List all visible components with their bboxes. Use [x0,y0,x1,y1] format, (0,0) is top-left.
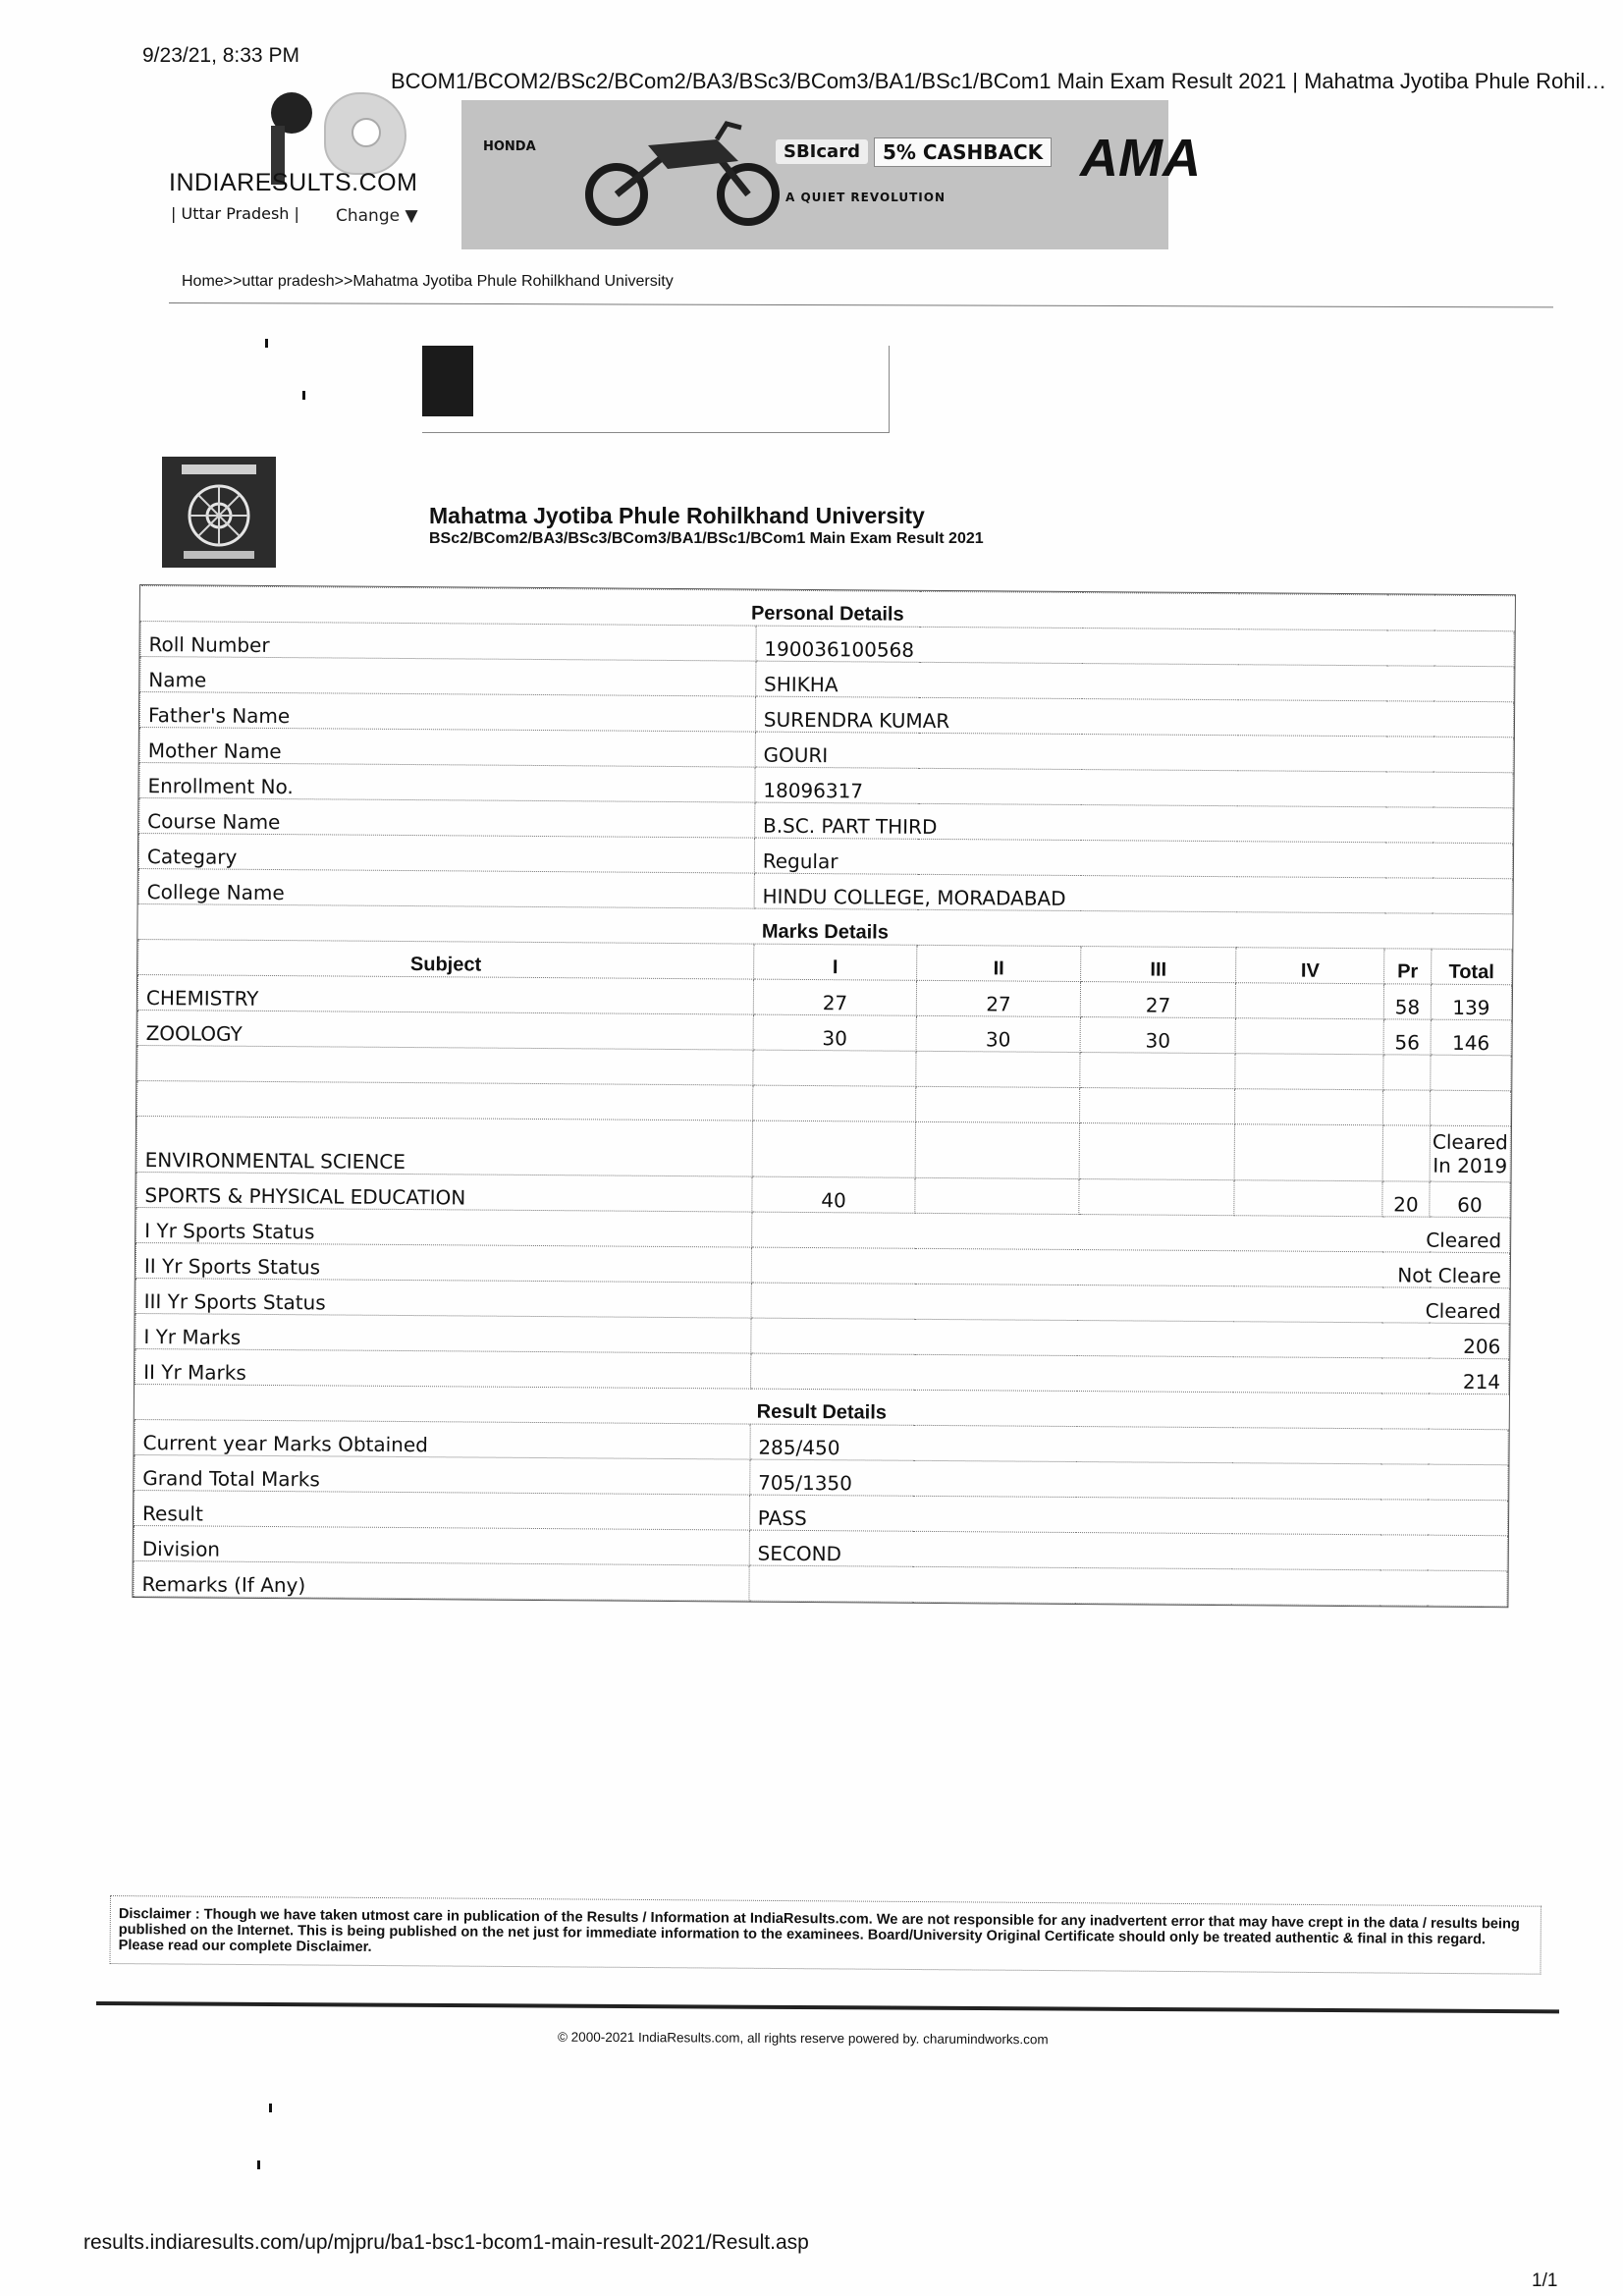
personal-details-heading: Personal Details [140,586,1514,631]
result-details-heading: Result Details [135,1384,1508,1429]
disclaimer: Disclaimer : Though we have taken utmost care in publication of the Results / Information at IndiaResults.com. We are not responsible for any inadvertent error that may have crept in the data / results being published on the Internet. This is being published on the net just for immediate information to the examinees. Board/University Original Certificate should only be treated authentic & final in this regard. Please read our complete Disclaimer. [109,1895,1541,1975]
summary-value: 206 [751,1318,1509,1359]
mark-cell [1079,1179,1235,1216]
detail-label: Name [140,657,756,697]
empty-cell [916,1086,1080,1122]
empty-cell [1383,1090,1431,1125]
column-header: I [753,944,917,980]
result-value: 285/450 [750,1424,1508,1465]
summary-label: II Yr Marks [135,1348,751,1389]
empty-cell [1431,1090,1511,1126]
detail-value: HINDU COLLEGE, MORADABAD [754,873,1512,914]
mark-cell: 20 [1382,1181,1430,1217]
mark-cell: 139 [1431,984,1511,1020]
empty-cell [1431,1055,1511,1091]
result-label: Result [134,1490,749,1530]
motorcycle-icon [569,118,795,226]
mark-cell [1382,1125,1430,1181]
subject-name: ZOOLOGY [137,1010,753,1050]
result-value: PASS [749,1495,1507,1536]
ad-card-label: SBIcard [776,139,868,164]
exam-title: BSc2/BCom2/BA3/BSc3/BCom3/BA1/BSc1/BCom1 Main Exam Result 2021 [429,530,984,547]
detail-value: SURENDRA KUMAR [755,696,1513,738]
site-brand[interactable]: INDIARESULTS.COM [169,169,418,196]
university-logo [162,457,276,568]
university-name: Mahatma Jyotiba Phule Rohilkhand University [429,503,925,528]
summary-value: Cleared [751,1283,1509,1324]
redacted-mark [422,346,473,416]
detail-value: Regular [754,838,1512,879]
result-details-section [134,1384,1509,1606]
column-header: IV [1236,948,1384,984]
column-header: Subject [138,940,754,980]
scan-speck [269,2104,272,2112]
mark-cell [1236,983,1384,1019]
page-number: 1/1 [1532,2270,1558,2291]
detail-label: Enrollment No. [139,763,755,803]
detail-value: 18096317 [755,767,1513,808]
summary-value: Not Cleare [751,1247,1509,1288]
footer-divider [96,2001,1559,2013]
detail-label: Father's Name [139,692,755,733]
mark-cell: 27 [753,979,917,1015]
summary-label: I Yr Marks [135,1313,751,1353]
empty-cell [137,1080,753,1121]
scan-speck [257,2160,260,2169]
print-date: 9/23/21, 8:33 PM [142,44,299,67]
mark-cell [1079,1123,1235,1180]
detail-value: 190036100568 [756,626,1514,667]
result-label: Current year Marks Obtained [135,1419,750,1459]
copyright: © 2000-2021 IndiaResults.com, all rights reserve powered by. charumindworks.com [557,2029,1049,2048]
mark-cell [752,1121,916,1177]
summary-label: III Yr Sports Status [135,1278,751,1318]
mark-cell [1234,1180,1382,1217]
breadcrumb[interactable]: Home>>uttar pradesh>>Mahatma Jyotiba Phule Rohilkhand University [182,273,674,290]
detail-label: Categary [138,834,754,874]
mark-cell: 146 [1431,1019,1511,1056]
summary-value: 214 [750,1353,1508,1394]
scan-speck [265,339,268,348]
empty-cell [1235,1089,1383,1125]
empty-cell [752,1085,916,1121]
result-value [749,1565,1507,1607]
empty-cell [916,1051,1080,1087]
summary-label: II Yr Sports Status [135,1242,751,1283]
state-map-icon [324,92,406,175]
empty-cell [137,1045,753,1085]
mark-cell: 60 [1430,1181,1510,1218]
personal-details-section [138,586,1514,914]
environmental-status: Cleared In 2019 [1430,1125,1510,1182]
state-label: | Uttar Pradesh | [171,204,299,223]
result-label: Remarks (If Any) [134,1560,749,1601]
mark-cell [1235,1018,1383,1055]
result-value: SECOND [749,1530,1507,1571]
empty-cell [1383,1055,1431,1090]
result-label: Grand Total Marks [135,1454,750,1495]
subject-name: SPORTS & PHYSICAL EDUCATION [136,1172,752,1212]
marks-details-heading: Marks Details [138,904,1512,950]
page-url: results.indiaresults.com/up/mjpru/ba1-bsc1-bcom1-main-result-2021/Result.asp [83,2231,809,2254]
marks-details-section [135,904,1513,1394]
subject-name: ENVIRONMENTAL SCIENCE [136,1116,752,1176]
mark-cell: 30 [916,1015,1080,1052]
change-state-link[interactable]: Change ▼ [336,206,418,226]
detail-label: Mother Name [139,728,755,768]
divider [169,302,1553,307]
detail-label: Roll Number [140,622,756,662]
mark-cell: 27 [1080,982,1236,1018]
mark-cell: 30 [1080,1017,1236,1054]
result-table [132,584,1516,1608]
ad-banner[interactable] [461,100,1201,249]
summary-value: Cleared [751,1212,1509,1253]
scan-speck [302,391,305,400]
empty-cell [1080,1053,1236,1089]
detail-value: SHIKHA [755,661,1513,702]
mark-cell [915,1121,1079,1178]
redacted-box [422,346,890,433]
mark-cell: 40 [752,1176,916,1213]
empty-cell [753,1050,917,1086]
ad-headline: AMA [1080,129,1201,188]
ad-cashback-label: 5% CASHBACK [874,137,1052,167]
detail-label: Course Name [139,798,755,839]
mark-cell: 56 [1383,1019,1431,1055]
column-header: II [917,945,1081,981]
ad-brand: HONDA [483,139,536,154]
result-grid [133,585,1515,1607]
university-seal-icon [162,457,276,568]
column-header: Total [1432,949,1512,985]
mark-cell: 27 [917,980,1081,1016]
result-label: Division [134,1525,749,1565]
mark-cell [1235,1124,1383,1181]
column-header: III [1080,947,1236,983]
print-title: BCOM1/BCOM2/BSc2/BCom2/BA3/BSc3/BCom3/BA1/BSc1/BCom1 Main Exam Result 2021 | Mahatma Jyotiba Phule Rohil… [391,69,1607,93]
empty-cell [1235,1054,1383,1090]
mark-cell: 30 [753,1014,917,1051]
site-logo[interactable] [167,86,427,229]
subject-name: CHEMISTRY [137,975,753,1015]
detail-label: College Name [138,869,754,909]
mark-cell: 58 [1383,984,1431,1019]
result-value: 705/1350 [750,1459,1508,1501]
subject-row [136,1116,1510,1181]
summary-label: I Yr Sports Status [136,1207,752,1247]
ad-tagline: A QUIET REVOLUTION [785,191,947,204]
mark-cell [915,1177,1079,1214]
empty-cell [1079,1088,1235,1124]
detail-value: B.SC. PART THIRD [754,802,1512,844]
column-header: Pr [1384,949,1432,984]
detail-value: GOURI [755,732,1513,773]
